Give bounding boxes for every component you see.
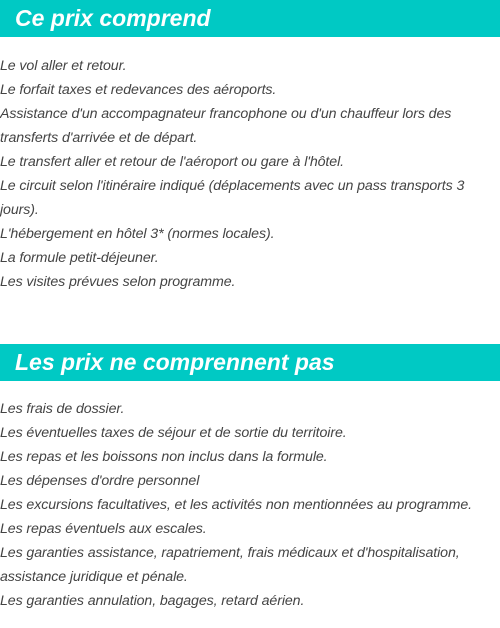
included-list	[0, 54, 500, 294]
list-item: Les excursions facultatives, et les activités non mentionnées au programme.	[0, 497, 472, 513]
list-item: Les visites prévues selon programme.	[0, 274, 236, 290]
list-item: Les garanties annulation, bagages, retard aérien.	[0, 593, 305, 609]
list-item: Les garanties assistance, rapatriement, frais médicaux et d'hospitalisation, assistance juridique et pénale.	[0, 545, 460, 585]
list-item: La formule petit-déjeuner.	[0, 250, 159, 266]
list-item: L'hébergement en hôtel 3* (normes locales).	[0, 226, 275, 242]
list-item: Le forfait taxes et redevances des aéroports.	[0, 82, 277, 98]
list-item: Le vol aller et retour.	[0, 58, 127, 74]
included-section	[0, 0, 500, 294]
list-item: Les frais de dossier.	[0, 401, 125, 417]
list-item: Les repas et les boissons non inclus dans la formule.	[0, 449, 328, 465]
excluded-section	[0, 344, 500, 613]
list-item: Les repas éventuels aux escales.	[0, 521, 207, 537]
list-item: Le circuit selon l'itinéraire indiqué (déplacements avec un pass transports 3 jours).	[0, 178, 465, 218]
excluded-list	[0, 397, 500, 613]
list-item: Les dépenses d'ordre personnel	[0, 473, 200, 489]
included-section-title: Ce prix comprend	[0, 0, 500, 37]
list-item: Le transfert aller et retour de l'aéroport ou gare à l'hôtel.	[0, 154, 344, 170]
excluded-section-title: Les prix ne comprennent pas	[0, 344, 500, 381]
list-item: Assistance d'un accompagnateur francophone ou d'un chauffeur lors des transferts d'arrivée et de départ.	[0, 106, 452, 146]
list-item: Les éventuelles taxes de séjour et de sortie du territoire.	[0, 425, 347, 441]
